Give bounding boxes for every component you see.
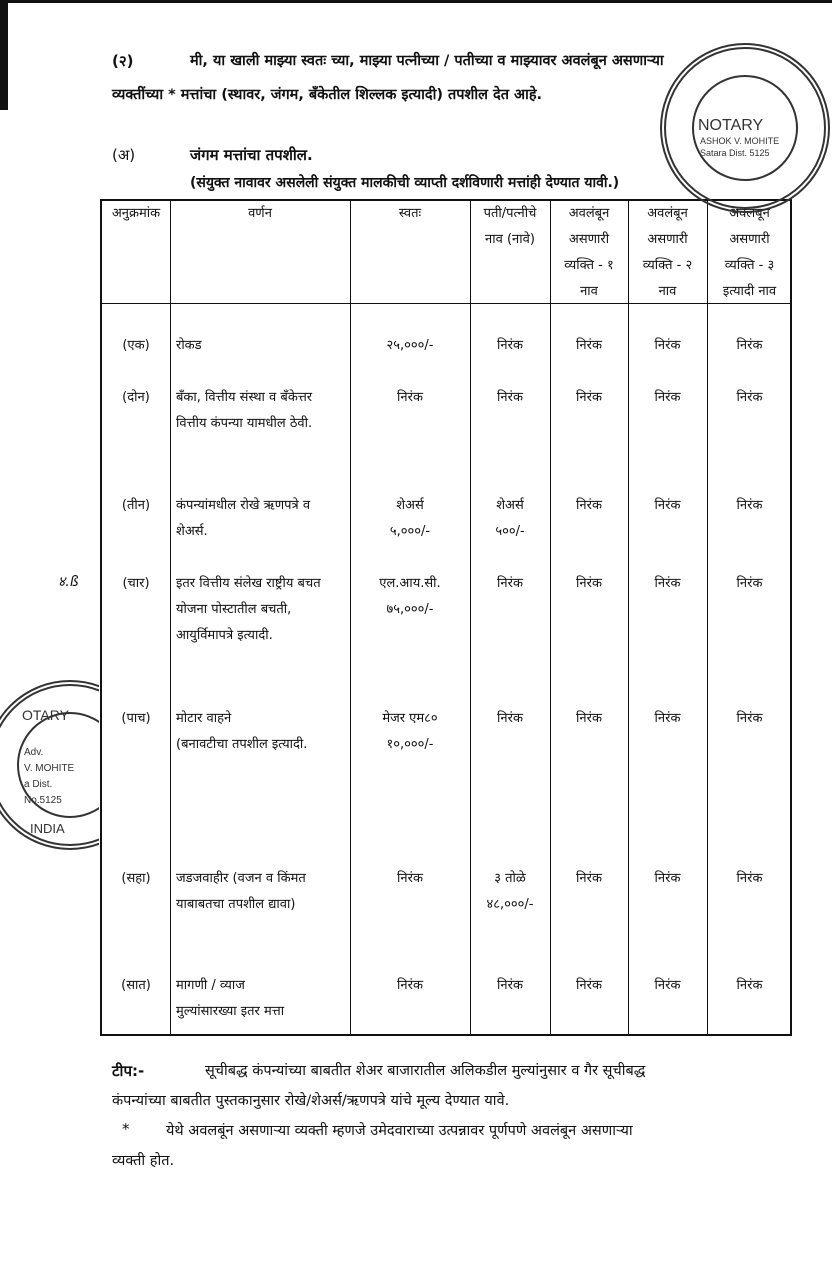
subsection-subtitle: (संयुक्त नावावर असलेली संयुक्त मालकीची व्याप्ती दर्शविणारी मत्तांही देण्यात यावी.) <box>190 175 620 191</box>
table-cell <box>470 385 550 411</box>
table-cell: निरंक <box>654 338 681 353</box>
cell-line: (बनावटीचा तपशील इत्यादी. <box>176 737 308 752</box>
cell-line: १०,०००/- <box>386 737 434 752</box>
column-header-line: व्यक्ति - १ <box>564 258 614 273</box>
subsection-title: जंगम मत्तांचा तपशील. <box>190 146 313 164</box>
cell-line: आयुर्विमापत्रे इत्यादी. <box>176 628 273 643</box>
cell-line: शेअर्स <box>496 498 524 513</box>
table-cell: निरंक <box>576 871 602 886</box>
table-cell <box>176 333 350 359</box>
section-number: (२) <box>112 52 134 70</box>
svg-text:ASHOK V. MOHITE: ASHOK V. MOHITE <box>700 136 780 146</box>
note-line: येथे अवलबूंन असणाऱ्या व्यक्ती म्हणजे उमेदवाराच्या उत्पन्नावर पूर्णपणे अवलंबून असणाऱ्या <box>166 1123 633 1139</box>
table-cell: निरंक <box>654 390 681 405</box>
movable-assets-table <box>100 199 792 1036</box>
cell-line: योजना पोस्टातील बचती, <box>176 602 292 617</box>
table-cell <box>176 385 350 437</box>
cell-line: कंपन्यांमधील रोखे ऋणपत्रे व <box>176 498 311 513</box>
table-cell <box>470 973 550 999</box>
cell-line: शेअर्स. <box>176 524 208 539</box>
cell-line: बँका, वित्तीय संस्था व बँकेत्तर <box>176 390 313 405</box>
table-cell: निरंक <box>654 576 681 591</box>
svg-text:OTARY: OTARY <box>22 707 69 723</box>
subsection-number: (अ) <box>112 146 136 164</box>
table-cell: (दोन) <box>122 390 150 405</box>
table-cell: (सहा) <box>121 871 151 886</box>
column-header-line: असणारी <box>729 232 770 247</box>
cell-line: मेजर एम८० <box>382 711 438 726</box>
svg-text:Satara Dist. 5125: Satara Dist. 5125 <box>700 148 770 158</box>
cell-line: निरंक <box>397 978 423 993</box>
table-cell <box>350 973 470 999</box>
table-cell <box>176 571 350 649</box>
table-cell <box>176 866 350 918</box>
cell-line: निरंक <box>397 871 423 886</box>
column-header-line: नाव <box>580 284 598 299</box>
note-line: व्यक्ती होत. <box>112 1153 175 1169</box>
cell-line: मोटार वाहने <box>176 711 232 726</box>
table-cell: निरंक <box>736 338 763 353</box>
column-header <box>350 201 470 227</box>
note-label: टीप:- <box>112 1062 145 1080</box>
table-cell: निरंक <box>576 711 602 726</box>
svg-text:Adv.: Adv. <box>24 747 44 758</box>
column-header-line: स्वतः <box>398 206 422 221</box>
table-cell <box>470 571 550 597</box>
column-header-line: व्यक्ति - २ <box>642 258 693 273</box>
table-cell <box>470 866 550 918</box>
table-cell: निरंक <box>654 711 681 726</box>
cell-line: जडजवाहीर (वजन व किंमत <box>176 871 306 886</box>
table-cell <box>350 866 470 892</box>
column-header <box>470 201 550 253</box>
cell-line: निरंक <box>497 711 523 726</box>
table-cell <box>350 706 470 758</box>
cell-line: निरंक <box>497 978 523 993</box>
column-header-line: अवलंबून <box>729 206 770 221</box>
cell-line: निरंक <box>397 390 423 405</box>
table-cell: (तीन) <box>121 498 151 513</box>
note-star: * <box>122 1120 130 1138</box>
column-header-line: नाव (नावे) <box>485 232 535 247</box>
svg-text:No.5125: No.5125 <box>24 795 62 806</box>
table-cell: निरंक <box>736 498 763 513</box>
table-cell: (चार) <box>122 576 150 591</box>
column-header <box>170 201 350 227</box>
table-cell: निरंक <box>576 338 602 353</box>
svg-text:NOTARY: NOTARY <box>698 117 764 134</box>
cell-line: निरंक <box>497 338 523 353</box>
table-cell: निरंक <box>736 871 763 886</box>
cell-line: याबाबतचा तपशील द्यावा) <box>176 897 296 912</box>
table-cell: (एक) <box>122 338 150 353</box>
column-header-line: अवलंबून <box>568 206 610 221</box>
cell-line: वित्तीय कंपन्या यामधील ठेवी. <box>176 416 313 431</box>
table-cell: निरंक <box>576 576 602 591</box>
table-cell <box>350 333 470 359</box>
svg-text:a Dist.: a Dist. <box>24 779 53 790</box>
handwritten-margin-note: ४.ß <box>58 574 79 590</box>
table-cell <box>470 333 550 359</box>
table-cell: (पाच) <box>121 711 151 726</box>
cell-line: रोकड <box>176 338 202 353</box>
table-cell: (सात) <box>121 978 151 993</box>
column-header-line: पती/पत्नीचे <box>483 206 537 221</box>
cell-line: निरंक <box>497 576 523 591</box>
cell-line: एल.आय.सी. <box>379 576 441 591</box>
table-cell <box>470 493 550 545</box>
column-header-line: नाव <box>658 284 677 299</box>
scan-edge-mark <box>0 0 8 110</box>
section-line: व्यक्तींच्या * मत्तांचा (स्थावर, जंगम, बँकेतील शिल्लक इत्यादी) तपशील देत आहे. <box>112 87 543 103</box>
cell-line: निरंक <box>497 390 523 405</box>
cell-line: ७५,०००/- <box>386 602 434 617</box>
column-header-line: इत्यादी नाव <box>722 284 777 299</box>
cell-line: शेअर्स <box>396 498 424 513</box>
table-cell: निरंक <box>654 498 681 513</box>
table-cell: निरंक <box>736 390 763 405</box>
table-cell <box>470 706 550 732</box>
notary-stamp-top-right <box>650 40 832 220</box>
table-cell: निरंक <box>654 978 681 993</box>
cell-line: ३ तोळे <box>494 871 526 886</box>
note-line: कंपन्यांच्या बाबतीत पुस्तकानुसार रोखे/शेअर्स/ऋणपत्रे यांचे मूल्य देण्यात यावे. <box>112 1093 510 1109</box>
table-cell <box>176 706 350 758</box>
notary-stamp-left <box>0 675 99 855</box>
svg-text:INDIA: INDIA <box>30 821 65 836</box>
cell-line: ४८,०००/- <box>486 897 534 912</box>
cell-line: मागणी / व्याज <box>176 978 245 993</box>
table-cell <box>350 493 470 545</box>
column-header-line: व्यक्ति - ३ <box>724 258 775 273</box>
cell-line: २५,०००/- <box>386 338 434 353</box>
note-line: सूचीबद्ध कंपन्यांच्या बाबतीत शेअर बाजारातील अलिकडील मुल्यांनुसार व गैर सूचीबद्ध <box>205 1063 646 1079</box>
table-cell <box>176 973 350 1025</box>
table-cell <box>350 385 470 411</box>
section-line: मी, या खाली माझ्या स्वतः च्या, माझ्या पत्नीच्या / पतीच्या व माझ्यावर अवलंबून असणाऱ्या <box>190 53 664 69</box>
table-cell <box>350 571 470 623</box>
table-cell: निरंक <box>576 498 602 513</box>
column-header-line: असणारी <box>647 232 688 247</box>
cell-line: मुल्यांसारख्या इतर मत्ता <box>176 1004 285 1019</box>
scan-edge <box>0 0 832 3</box>
table-cell: निरंक <box>576 390 602 405</box>
table-cell <box>176 493 350 545</box>
cell-line: ५,०००/- <box>389 524 431 539</box>
column-header-line: वर्णन <box>248 206 272 221</box>
column-header <box>102 201 170 227</box>
table-cell: निरंक <box>654 871 681 886</box>
column-header <box>550 201 628 305</box>
column-header-line: अनुक्रमांक <box>111 206 161 221</box>
cell-line: ५००/- <box>495 524 525 539</box>
table-cell: निरंक <box>736 576 763 591</box>
table-cell: निरंक <box>736 711 763 726</box>
column-header-line: असणारी <box>568 232 610 247</box>
cell-line: इतर वित्तीय संलेख राष्ट्रीय बचत <box>176 576 321 591</box>
column-header-line: अवलंबून <box>647 206 688 221</box>
svg-text:V. MOHITE: V. MOHITE <box>24 763 75 774</box>
table-cell: निरंक <box>576 978 602 993</box>
table-cell: निरंक <box>736 978 763 993</box>
